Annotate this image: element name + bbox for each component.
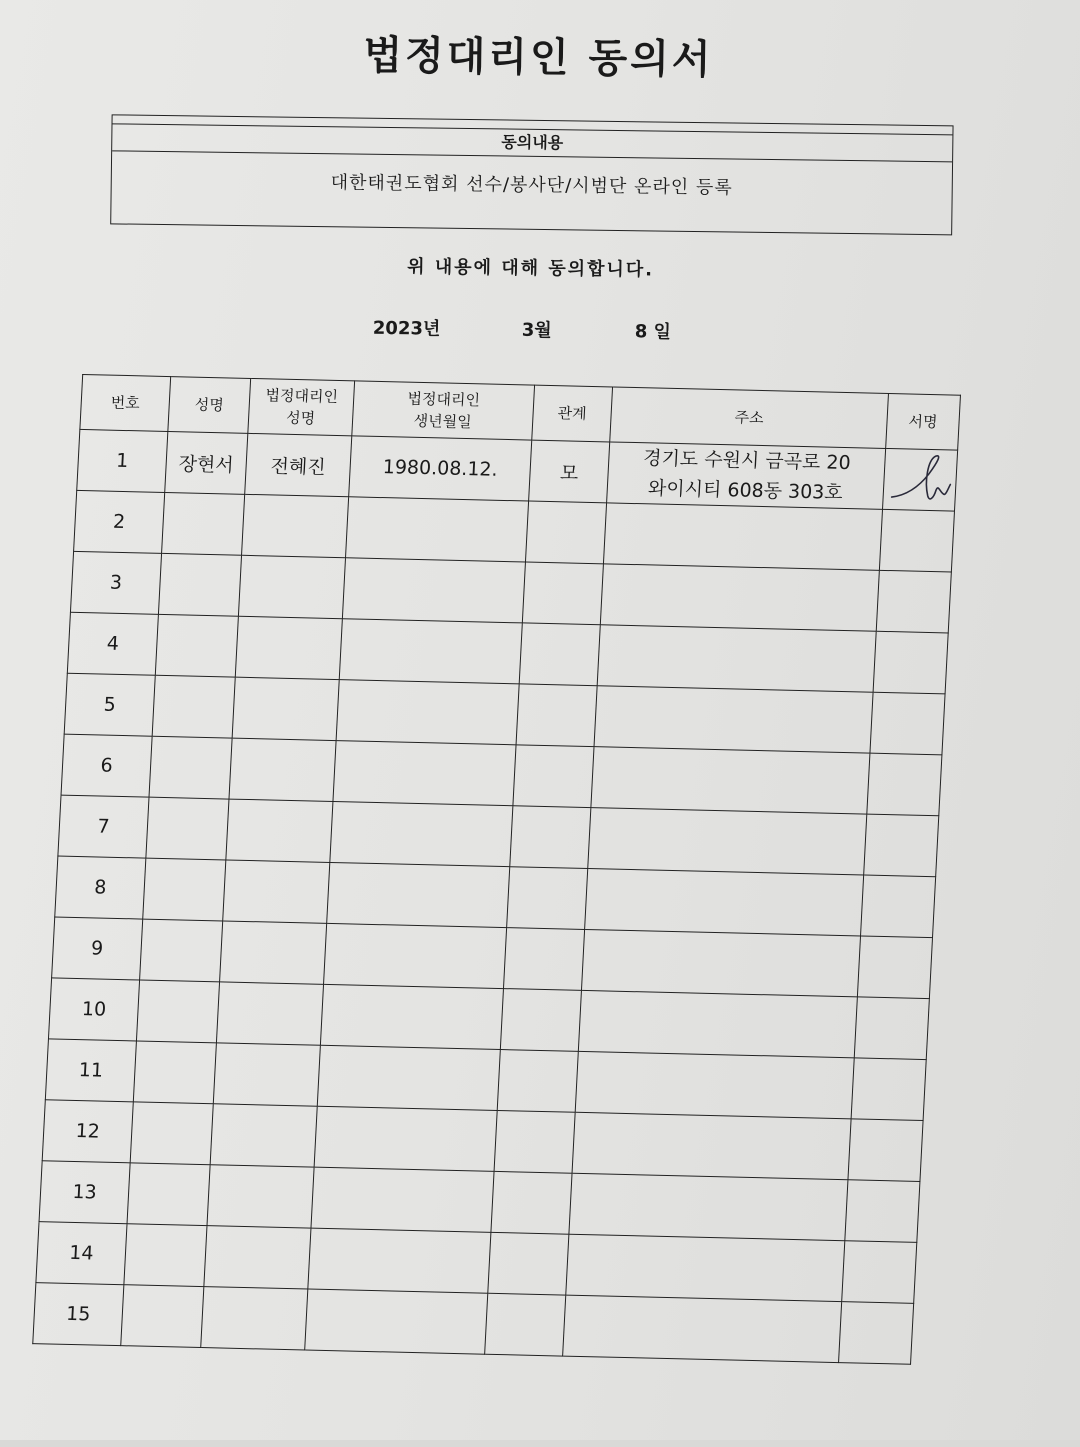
cell-guardian-name [213,1043,320,1106]
header-guardian-birth-line1: 법정대리인 [407,389,481,410]
cell-guardian-birth [336,680,519,745]
cell-guardian-birth [333,741,516,806]
cell-address [594,686,873,753]
header-signature: 서명 [886,393,961,450]
date-year: 2023년 [372,317,441,340]
cell-number: 11 [45,1039,136,1102]
cell-signature [879,509,954,572]
cell-signature [839,1302,914,1365]
address-line2 [574,1143,849,1149]
cell-address [597,625,876,692]
address-line2 [571,1204,846,1210]
cell-number: 4 [67,612,158,675]
agreement-statement: 위 내용에 대해 동의합니다. [407,256,655,281]
cell-relation [510,806,591,869]
cell-name [136,980,219,1043]
cell-guardian-birth [314,1106,497,1171]
cell-guardian-birth [305,1289,488,1354]
cell-address [566,1234,845,1301]
cell-number: 2 [74,490,165,553]
cell-name [143,858,226,921]
cell-relation: 모 [529,440,610,503]
cell-guardian-birth: 1980.08.12. [349,436,532,501]
cell-address [585,869,864,936]
cell-signature [857,936,932,999]
address-line2: 와이시티 608동 303호 [647,477,844,504]
address-line2 [599,655,874,661]
cell-guardian-name [232,677,339,740]
cell-guardian-name [216,982,323,1045]
cell-address [588,808,867,875]
address-line1 [606,533,881,539]
header-address: 주소 [610,387,889,448]
consent-box [110,114,953,235]
cell-relation [500,989,581,1052]
cell-guardian-birth [317,1045,500,1110]
header-guardian-birth-line2: 생년월일 [413,411,473,432]
address-line1 [596,716,871,722]
cell-relation [519,623,600,686]
cell-signature [883,448,958,511]
cell-guardian-birth [342,558,525,623]
cell-guardian-birth [327,862,510,927]
address-line1 [602,594,877,600]
cell-signature [876,570,951,633]
cell-name [146,797,229,860]
cell-guardian-birth [339,619,522,684]
address-line1 [590,838,865,844]
cell-number: 8 [55,856,146,919]
cell-guardian-name [223,860,330,923]
cell-signature [864,814,939,877]
cell-number: 6 [61,734,152,797]
address-line2 [584,960,859,966]
cell-signature [848,1119,923,1182]
cell-name [127,1163,210,1226]
address-line1 [565,1326,840,1332]
consent-header: 동의내용 [112,123,952,162]
header-name: 성명 [168,377,251,434]
cell-guardian-name [201,1287,308,1350]
handwritten-signature [887,451,954,508]
cell-name [130,1102,213,1165]
address-line2 [577,1082,852,1088]
address-line1 [580,1021,855,1027]
cell-guardian-birth [320,984,503,1049]
cell-address [572,1112,851,1179]
cell-guardian-name [242,494,349,557]
cell-relation [525,501,606,564]
cell-address [578,990,857,1057]
cell-relation [497,1050,578,1113]
cell-number: 14 [36,1222,127,1285]
cell-relation [513,745,594,808]
cell-number: 12 [42,1100,133,1163]
address-line1: 경기도 수원시 금곡로 20 [642,447,852,475]
cell-name [124,1224,207,1287]
cell-number: 15 [33,1283,124,1346]
cell-number: 13 [39,1161,130,1224]
address-line2 [580,1021,855,1027]
address-line2 [590,838,865,844]
address-line2 [568,1265,843,1271]
cell-relation [491,1171,572,1234]
cell-guardian-name [220,921,327,984]
consent-content: 대한태권도협회 선수/봉사단/시범단 온라인 등록 [330,172,733,199]
cell-guardian-birth [346,497,529,562]
cell-signature [845,1180,920,1243]
cell-signature [842,1241,917,1304]
cell-address [575,1051,854,1118]
cell-address [591,747,870,814]
cell-guardian-name [207,1165,314,1228]
address-line2 [565,1326,840,1332]
cell-relation [485,1293,566,1356]
address-line1 [593,777,868,783]
cell-address [603,503,882,570]
cell-name [158,553,241,616]
address-line1 [577,1082,852,1088]
cell-number: 7 [58,795,149,858]
cell-guardian-birth [308,1228,491,1293]
cell-number: 10 [48,978,139,1041]
address-line2 [602,594,877,600]
address-line2 [593,777,868,783]
cell-name [121,1285,204,1348]
header-guardian-name [248,378,355,435]
cell-number: 5 [64,673,155,736]
address-line1 [568,1265,843,1271]
document-title: 법정대리인 동의서 [363,32,714,84]
address-line2 [587,899,862,905]
cell-address [569,1173,848,1240]
header-guardian-name-line2: 성명 [285,408,316,428]
cell-signature [873,631,948,694]
cell-relation [494,1110,575,1173]
address-line2 [596,716,871,722]
cell-name [162,492,245,555]
cell-name [133,1041,216,1104]
cell-guardian-birth [324,923,507,988]
registration-table-wrap [32,374,960,1365]
cell-guardian-name [226,799,333,862]
cell-signature [851,1058,926,1121]
cell-name: 장현서 [165,432,248,495]
cell-guardian-name [235,616,342,679]
cell-address [600,564,879,631]
cell-signature [861,875,936,938]
address-line1 [584,960,859,966]
header-relation: 관계 [532,385,613,442]
header-guardian-birth [352,381,535,440]
cell-signature [870,692,945,755]
cell-number: 1 [77,429,168,492]
cell-relation [503,928,584,991]
header-guardian-name-line1: 법정대리인 [265,386,339,407]
cell-address [581,929,860,996]
header-number: 번호 [80,374,171,431]
cell-name [155,614,238,677]
cell-relation [488,1232,569,1295]
cell-guardian-name [229,738,336,801]
cell-name [152,675,235,738]
cell-signature [854,997,929,1060]
cell-address [607,442,886,509]
cell-guardian-name [210,1104,317,1167]
cell-name [140,919,223,982]
cell-guardian-name [204,1226,311,1289]
address-line1 [587,899,862,905]
cell-guardian-name: 전혜진 [245,433,352,496]
address-line2 [606,533,881,539]
cell-guardian-name [238,555,345,618]
cell-relation [516,684,597,747]
date-month: 3월 [521,319,552,342]
cell-number: 9 [52,917,143,980]
registration-table [32,374,961,1365]
cell-guardian-birth [330,802,513,867]
cell-address [563,1295,842,1362]
cell-number: 3 [70,551,161,614]
cell-signature [867,753,942,816]
address-line1 [574,1143,849,1149]
address-line1 [599,655,874,661]
address-line1 [571,1204,846,1210]
cell-relation [507,867,588,930]
cell-relation [522,562,603,625]
cell-name [149,736,232,799]
cell-guardian-birth [311,1167,494,1232]
date-day: 8 일 [634,321,672,343]
